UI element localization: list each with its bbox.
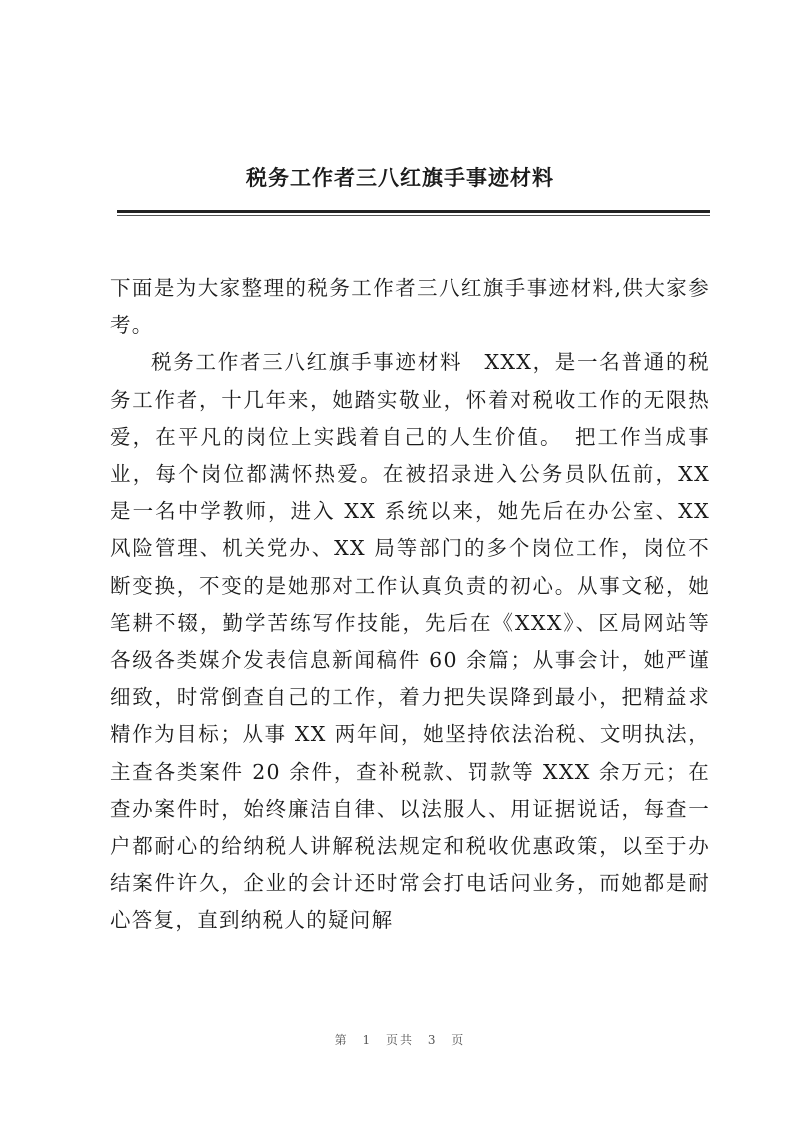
- intro-paragraph: 下面是为大家整理的税务工作者三八红旗手事迹材料,供大家参考。: [110, 276, 710, 338]
- page-footer: [0, 1031, 800, 1048]
- footer-prefix: 第: [334, 1033, 349, 1047]
- document-body: [110, 270, 710, 940]
- title-divider: [117, 210, 710, 213]
- footer-page-number: 1: [362, 1033, 373, 1047]
- footer-total-pages: 3: [427, 1033, 438, 1047]
- document-title: 税务工作者三八红旗手事迹材料: [246, 165, 554, 190]
- title-divider-thin: [117, 215, 710, 216]
- footer-suffix: 页: [451, 1033, 466, 1047]
- footer-mid: 页共: [385, 1033, 414, 1047]
- body-paragraph: 税务工作者三八红旗手事迹材料 XXX，是一名普通的税务工作者，十几年来，她踏实敬业，怀着对税收工作的无限热爱，在平凡的岗位上实践着自己的人生价值。 把工作当成事业，每个岗位都满怀热爱。在被招录进入公务员队伍前，XX 是一名中学教师，进入 XX 系统以来，她先后在办公室、XX 风险管理、机关党办、XX 局等部门的多个岗位工作，岗位不断变换，不变的是她那对工作认真负责的初心。从事文秘，她笔耕不辍，勤学苦练写作技能，先后在《XXX》、区局网站等各级各类媒介发表信息新闻稿件 60 余篇；从事会计，她严谨细致，时常倒查自己的工作，着力把失误降到最小，把精益求精作为目标；从事 XX 两年间，她坚持依法治税、文明执法，主查各类案件 20 余件，查补税款、罚款等 XXX 余万元；在查办案件时，始终廉洁自律、以法服人、用证据说话，每查一户都耐心的给纳税人讲解税法规定和税收优惠政策，以至于办结案件许久，企业的会计还时常会打电话问业务，而她都是耐心答复，直到纳税人的疑问解: [110, 350, 710, 933]
